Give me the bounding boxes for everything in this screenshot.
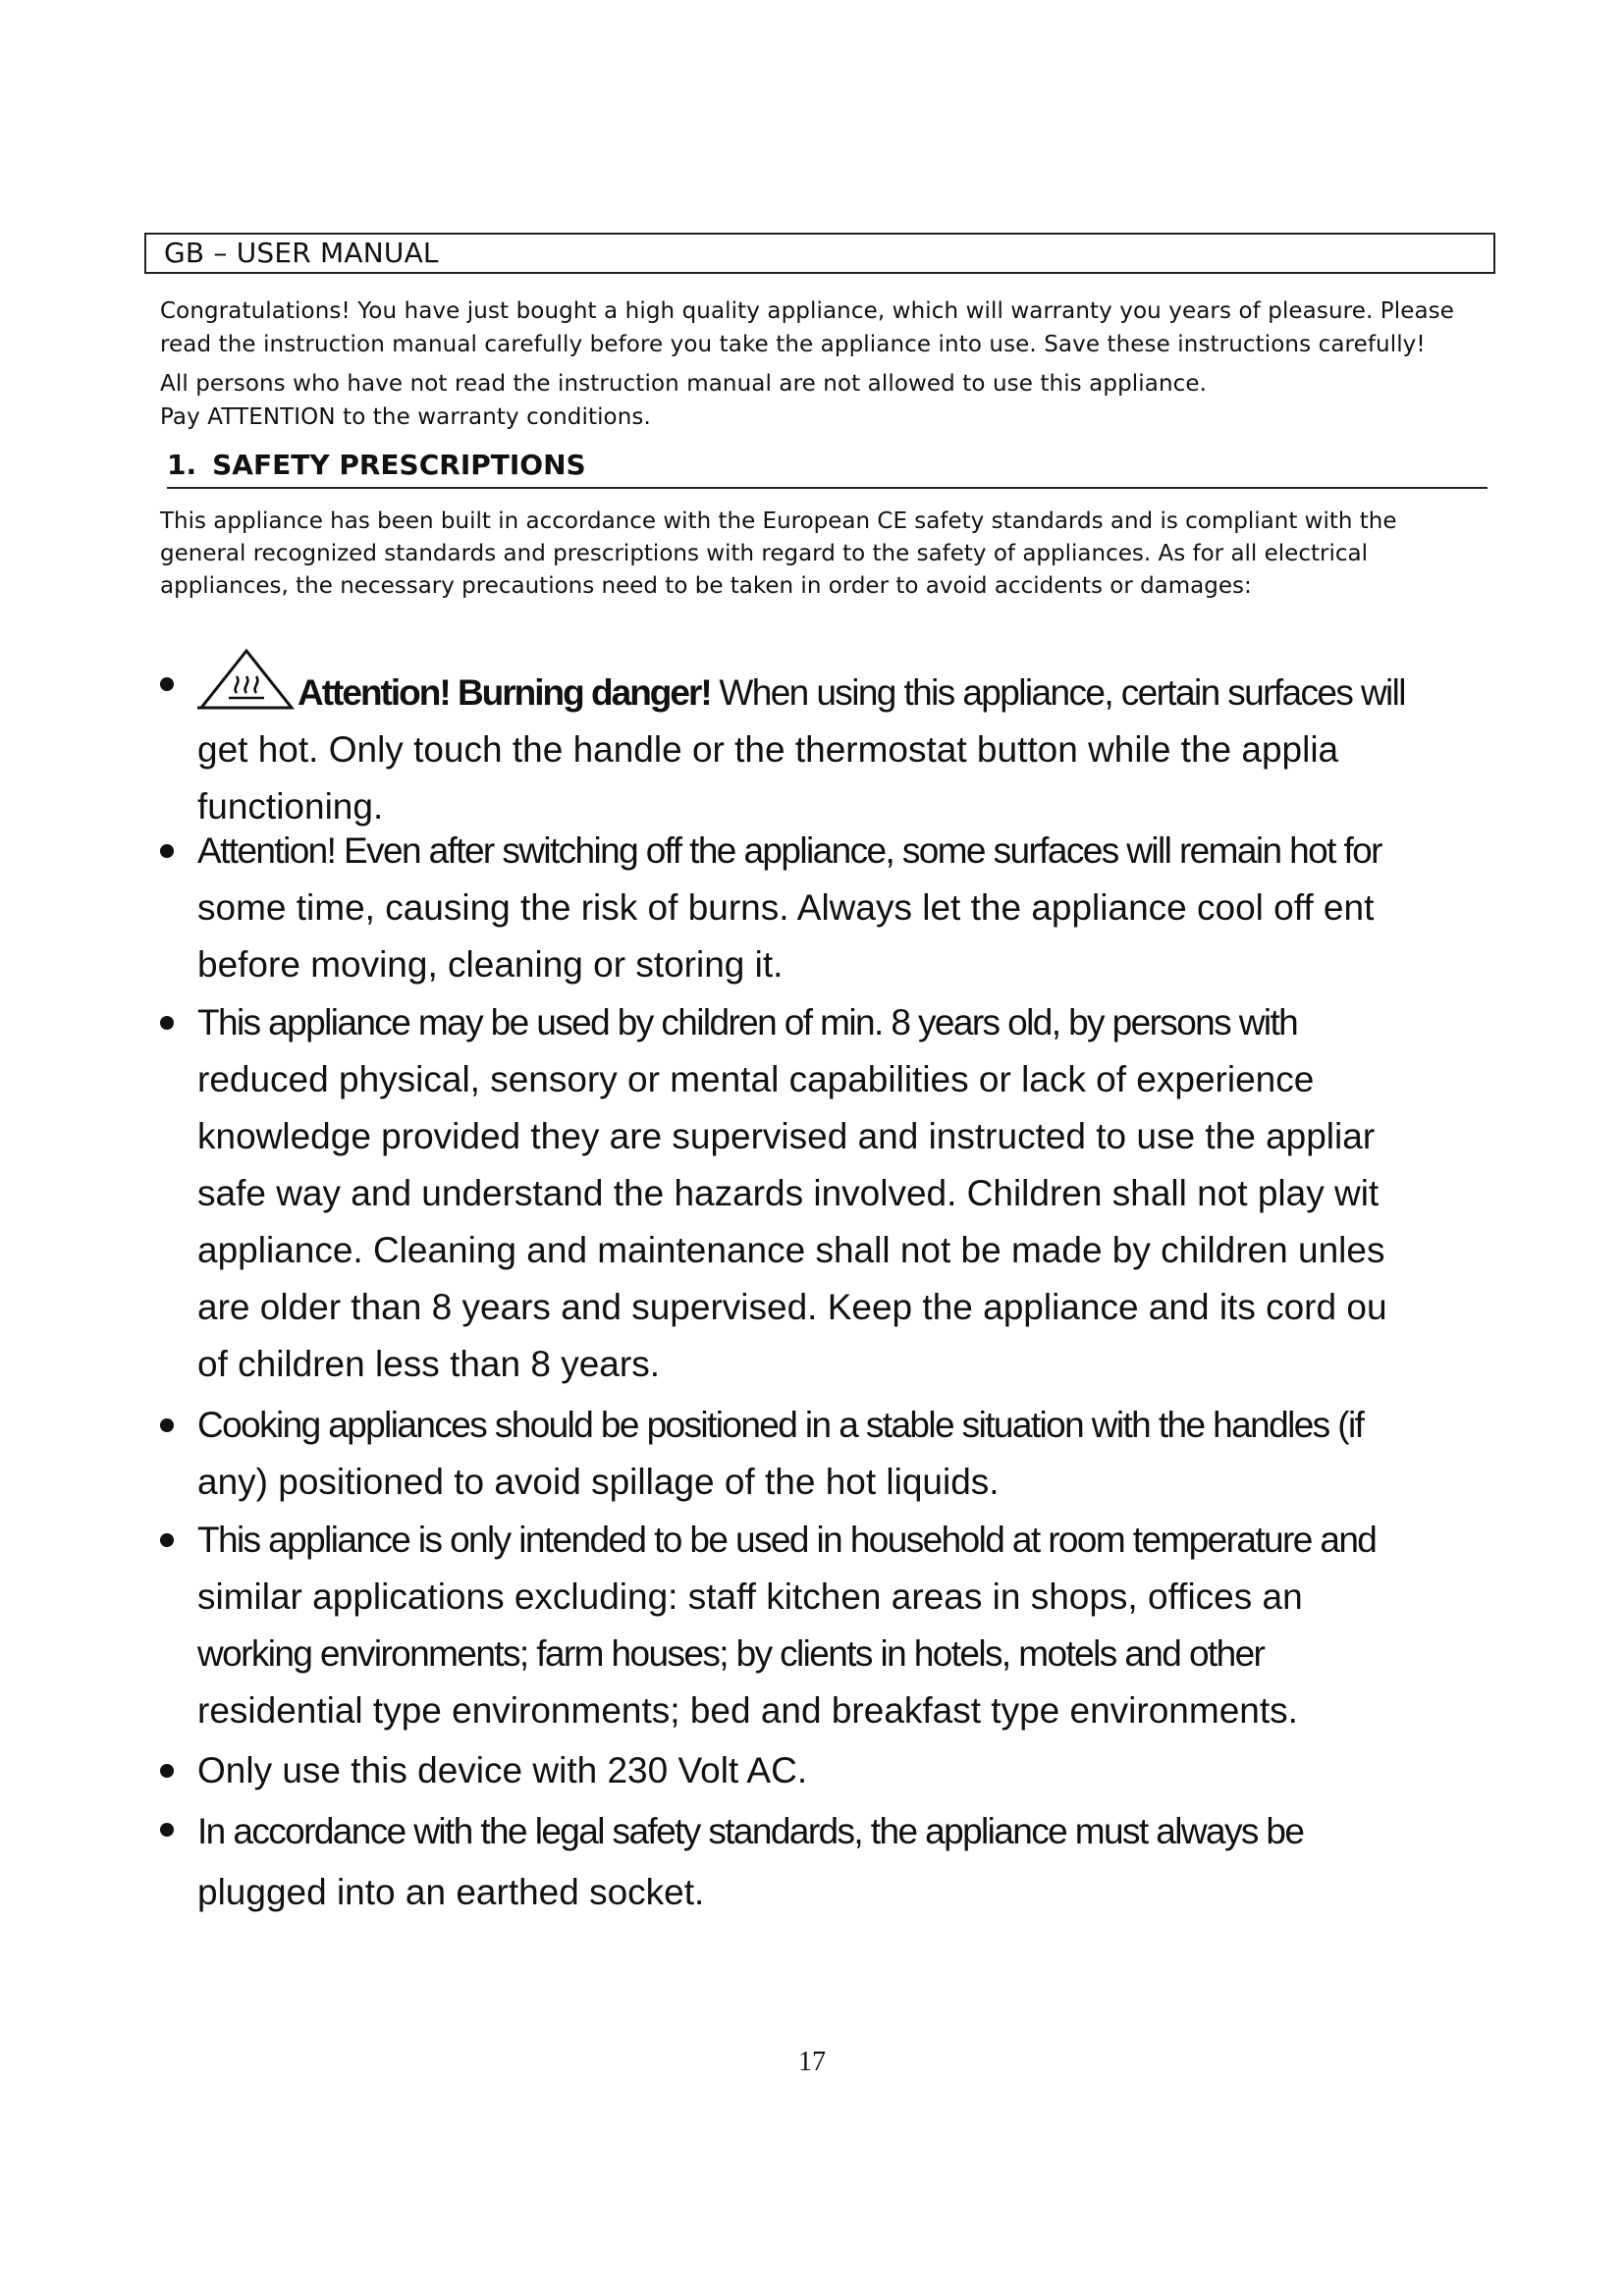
bullet-line: In accordance with the legal safety standards, the appliance must always be <box>197 1811 1304 1851</box>
bullet-dot-icon <box>160 1823 174 1837</box>
bullet-line: before moving, cleaning or storing it. <box>197 944 784 985</box>
section-intro-line: general recognized standards and prescriptions with regard to the safety of appliances. As for all electrical <box>160 541 1368 566</box>
bullet-line: functioning. <box>197 786 384 827</box>
bullet-text <box>197 823 1624 993</box>
bullet-line: similar applications excluding: staff kitchen areas in shops, offices an <box>197 1576 1303 1617</box>
bullet-line: This appliance is only intended to be used in household at room temperature and <box>197 1520 1377 1560</box>
bullet-line: knowledge provided they are supervised and instructed to use the appliar <box>197 1116 1376 1156</box>
bullet-line: of children less than 8 years. <box>197 1344 660 1384</box>
intro-line: Pay ATTENTION to the warranty conditions. <box>160 404 651 430</box>
bullet-dot-icon <box>160 1016 174 1030</box>
bullet-text <box>197 1742 1624 1799</box>
bullet-line: Attention! Even after switching off the appliance, some surfaces will remain hot for <box>197 830 1381 871</box>
bullet-line: any) positioned to avoid spillage of the hot liquids. <box>197 1462 1000 1502</box>
bullet-line: Cooking appliances should be positioned in a stable situation with the handles (if <box>197 1405 1364 1445</box>
bullet-dot-icon <box>160 677 174 691</box>
page-number: 17 <box>798 2047 826 2077</box>
hot-surface-warning-icon <box>197 648 296 711</box>
bullet-dot-icon <box>160 1764 174 1778</box>
bullet-bold-text: Attention! Burning danger! <box>298 672 711 713</box>
bullet-dot-icon <box>160 1533 174 1547</box>
bullet-text <box>197 1512 1624 1739</box>
bullet-line <box>197 648 1624 721</box>
bullet-line: appliance. Cleaning and maintenance shall not be made by children unles <box>197 1230 1385 1270</box>
bullet-line: reduced physical, sensory or mental capabilities or lack of experience <box>197 1059 1315 1099</box>
bullet-line: some time, causing the risk of burns. Always let the appliance cool off ent <box>197 887 1375 928</box>
bullet-line: safe way and understand the hazards involved. Children shall not play wit <box>197 1173 1380 1213</box>
intro-line: read the instruction manual carefully before you take the appliance into use. Save these instructions carefully! <box>160 332 1426 357</box>
bullet-line: are older than 8 years and supervised. Keep the appliance and its cord ou <box>197 1287 1387 1327</box>
bullet-dot-icon <box>160 1418 174 1432</box>
intro-line: Congratulations! You have just bought a high quality appliance, which will warranty you years of pleasure. Please <box>160 298 1454 324</box>
bullet-line: This appliance may be used by children of min. 8 years old, by persons with <box>197 1002 1298 1042</box>
bullet-text <box>197 1801 1624 1923</box>
bullet-line: plugged into an earthed socket. <box>197 1872 705 1912</box>
bullet-dot-icon <box>160 844 174 858</box>
section-number: 1. <box>167 449 197 481</box>
bullet-line: residential type environments; bed and breakfast type environments. <box>197 1690 1298 1731</box>
bullet-line: Only use this device with 230 Volt AC. <box>197 1750 808 1790</box>
bullet-text <box>197 1397 1624 1511</box>
bullet-text <box>197 648 1624 835</box>
section-intro-line: appliances, the necessary precautions need to be taken in order to avoid accidents or damages: <box>160 573 1252 599</box>
manual-title: GB – USER MANUAL <box>164 237 439 269</box>
bullet-text <box>197 994 1624 1393</box>
bullet-line: get hot. Only touch the handle or the thermostat button while the applia <box>197 729 1339 770</box>
section-intro-line: This appliance has been built in accordance with the European CE safety standards and is compliant with the <box>160 508 1397 534</box>
section-title: SAFETY PRESCRIPTIONS <box>212 449 586 481</box>
bullet-line: working environments; farm houses; by clients in hotels, motels and other <box>197 1633 1265 1674</box>
bullet-lead-text: When using this appliance, certain surfaces will <box>710 672 1405 713</box>
intro-line: All persons who have not read the instruction manual are not allowed to use this appliance. <box>160 371 1208 397</box>
